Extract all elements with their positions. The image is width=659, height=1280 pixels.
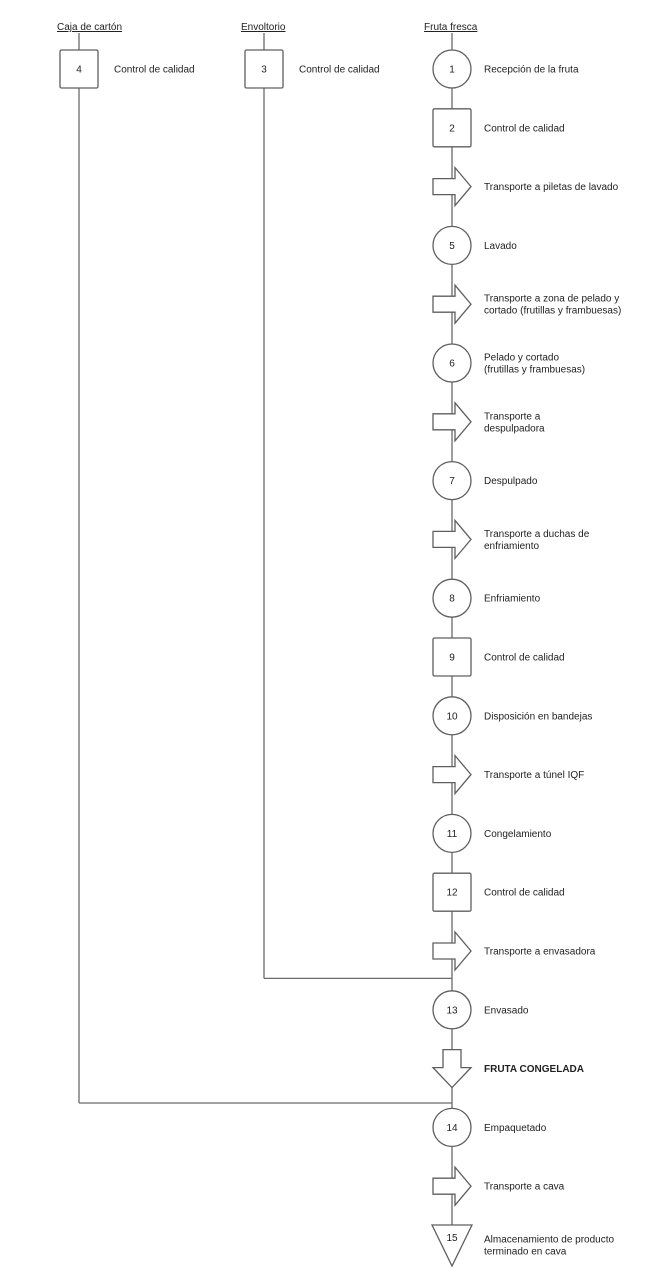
step-label: Pelado y cortado [484,352,560,364]
step-label: despulpadora [484,423,545,435]
process-step [433,1050,584,1088]
process-step [433,1108,547,1146]
process-step [433,579,541,617]
step-label: Control de calidad [299,64,380,76]
step-number: 13 [446,1005,458,1017]
process-step [433,932,596,970]
step-label: (frutillas y frambuesas) [484,364,586,376]
step-label: cortado (frutillas y frambuesas) [484,305,622,317]
process-step [433,697,592,735]
process-step [433,462,538,500]
step-label: Transporte a duchas de [484,528,590,540]
output-down-arrow [433,1050,471,1088]
connector-lines [79,33,452,1245]
step-number: 10 [446,711,458,723]
process-step [433,109,565,147]
step-label: Transporte a túnel IQF [484,770,585,782]
step-label: Lavado [484,240,517,252]
side-step-wrap [245,50,380,88]
step-label: Control de calidad [484,123,565,135]
step-number: 3 [261,64,267,76]
process-step [432,1225,615,1266]
step-number: 15 [446,1233,458,1244]
process-step [433,50,579,88]
step-label: enfriamiento [484,540,540,552]
step-number: 7 [449,476,455,488]
step-label: Transporte a piletas de lavado [484,182,619,194]
step-number: 14 [446,1122,458,1134]
step-label: Control de calidad [114,64,195,76]
header-caja-de-carton: Caja de cartón [57,22,123,33]
step-number: 6 [449,358,455,370]
process-step [433,814,552,852]
header-fruta-fresca: Fruta fresca [424,22,478,33]
step-label: Transporte a [484,411,541,423]
process-step [433,344,585,382]
process-step [433,756,584,794]
step-number: 8 [449,593,455,605]
step-number: 5 [449,240,455,252]
process-step [433,638,565,676]
step-number: 1 [449,64,455,76]
step-label: Envasado [484,1005,529,1017]
process-step [433,226,517,264]
step-number: 12 [446,887,458,899]
process-step [433,168,619,206]
step-label: FRUTA CONGELADA [484,1064,584,1076]
process-step [433,1167,565,1205]
step-label: Disposición en bandejas [484,711,593,723]
process-step [433,285,621,323]
step-number: 4 [76,64,82,76]
header-envoltorio: Envoltorio [241,22,286,33]
step-label: Despulpado [484,476,538,488]
step-label: Transporte a cava [484,1181,565,1193]
step-number: 11 [446,828,458,840]
process-step [433,873,565,911]
step-label: Control de calidad [484,652,565,664]
step-label: Recepción de la fruta [484,64,579,76]
storage-triangle [432,1225,472,1266]
step-label: Enfriamiento [484,593,541,605]
process-step [433,991,529,1029]
step-label: Congelamiento [484,828,552,840]
step-label: Transporte a envasadora [484,946,596,958]
process-step [433,403,545,441]
step-number: 2 [449,123,455,135]
step-label: Almacenamiento de producto [484,1234,615,1246]
step-label: Empaquetado [484,1122,547,1134]
process-step [433,520,590,558]
step-label: Transporte a zona de pelado y [484,293,620,305]
step-label: Control de calidad [484,887,565,899]
side-step-carton [60,50,195,88]
step-label: terminado en cava [484,1246,567,1258]
step-number: 9 [449,652,455,664]
